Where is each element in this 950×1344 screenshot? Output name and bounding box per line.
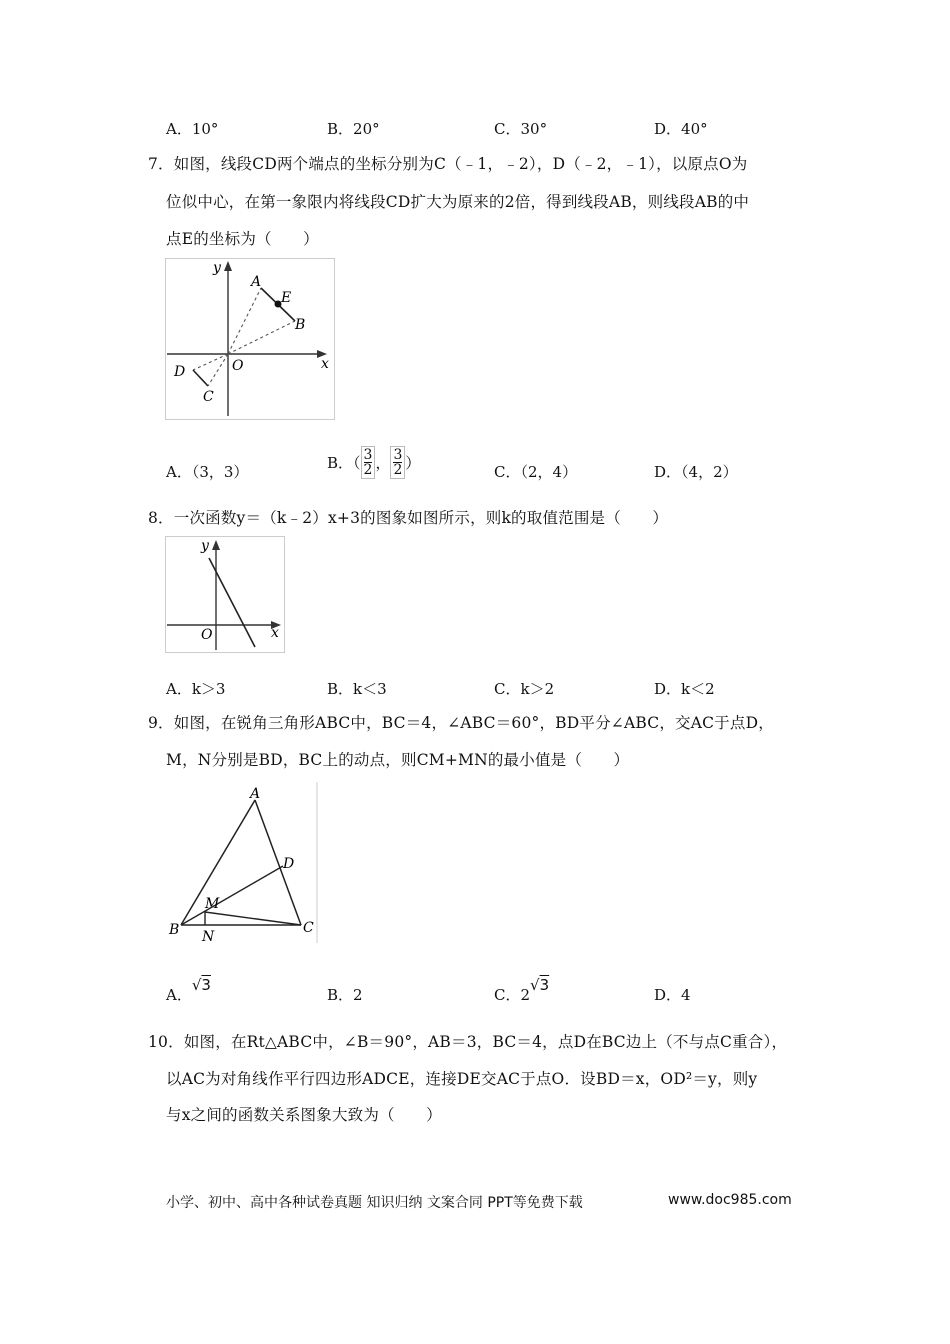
q7-label-y: y bbox=[213, 260, 221, 276]
q7-option-a: A．（3，3） bbox=[166, 463, 249, 481]
q7-option-c: C．（2，4） bbox=[494, 463, 578, 481]
q9-option-d: D．4 bbox=[654, 986, 691, 1004]
q9-option-a-prefix: A． bbox=[166, 986, 192, 1004]
fraction-denominator: 2 bbox=[393, 462, 403, 478]
fraction-numerator: 3 bbox=[393, 447, 403, 463]
q7-label-x: x bbox=[321, 356, 329, 372]
q7-line-1: 7．如图，线段CD两个端点的坐标分别为C（﹣1，﹣2），D（﹣2，﹣1），以原点O为 bbox=[148, 155, 748, 173]
q7-line-3: 点E的坐标为（ ） bbox=[166, 230, 319, 248]
q9-figure-svg bbox=[165, 780, 320, 945]
q7-label-b: B bbox=[295, 317, 306, 333]
q9-line-2: M，N分别是BD，BC上的动点，则CM+MN的最小值是（ ） bbox=[166, 751, 630, 769]
q9-label-m: M bbox=[205, 896, 220, 912]
q7-option-d: D．（4，2） bbox=[654, 463, 738, 481]
q9-option-a bbox=[166, 976, 211, 1005]
q8-label-y: y bbox=[201, 538, 209, 554]
q8-label-x: x bbox=[271, 625, 279, 641]
footer-url: www.doc985.com bbox=[668, 1192, 792, 1208]
q9-option-c-prefix: C．2 bbox=[494, 986, 531, 1004]
fraction-denominator: 2 bbox=[363, 462, 373, 478]
q10-line-2: 以AC为对角线作平行四边形ADCE，连接DE交AC于点O．设BD＝x，OD²＝y，则y bbox=[166, 1070, 758, 1088]
q8-option-b: B．k＜3 bbox=[327, 680, 387, 698]
q7-figure bbox=[165, 258, 335, 420]
q10-line-3: 与x之间的函数关系图象大致为（ ） bbox=[166, 1106, 442, 1124]
q7-label-c: C bbox=[203, 389, 214, 405]
q9-option-c bbox=[494, 976, 550, 1005]
q9-line-1: 9．如图，在锐角三角形ABC中，BC＝4，∠ABC＝60°，BD平分∠ABC，交AC于点D， bbox=[148, 714, 774, 732]
q7-option-b-separator: ， bbox=[375, 454, 391, 472]
q8-line-1: 8．一次函数y＝（k﹣2）x+3的图象如图所示，则k的取值范围是（ ） bbox=[148, 509, 669, 527]
q8-figure bbox=[165, 536, 285, 653]
q8-figure-svg bbox=[165, 536, 285, 653]
q9-option-c-radical: √3 bbox=[530, 976, 550, 994]
radicand: 3 bbox=[539, 976, 550, 994]
q7-option-b-prefix: B．（ bbox=[327, 454, 361, 472]
q8-option-c: C．k＞2 bbox=[494, 680, 555, 698]
q7-option-b-fraction-1 bbox=[361, 446, 376, 479]
q9-label-c: C bbox=[303, 920, 314, 936]
fraction-numerator: 3 bbox=[363, 447, 373, 463]
q9-label-d: D bbox=[283, 856, 295, 872]
q7-label-o: O bbox=[232, 358, 244, 374]
q10-line-1: 10．如图，在Rt△ABC中，∠B＝90°，AB＝3，BC＝4，点D在BC边上（不与点C重合）， bbox=[148, 1033, 788, 1051]
radicand: 3 bbox=[201, 976, 211, 994]
q7-figure-svg bbox=[165, 258, 335, 420]
q6-option-d: D．40° bbox=[654, 120, 708, 138]
q7-option-b bbox=[327, 446, 420, 479]
q9-option-a-radical: √3 bbox=[191, 976, 211, 994]
q6-option-a: A．10° bbox=[166, 120, 219, 138]
q9-figure bbox=[165, 780, 320, 945]
q7-option-b-suffix: ） bbox=[405, 454, 421, 472]
q8-label-o: O bbox=[201, 627, 213, 643]
q8-option-d: D．k＜2 bbox=[654, 680, 715, 698]
q9-option-b: B．2 bbox=[327, 986, 363, 1004]
q9-label-n: N bbox=[202, 929, 215, 945]
q6-option-b: B．20° bbox=[327, 120, 380, 138]
q7-label-d: D bbox=[174, 364, 186, 380]
q7-option-b-fraction-2 bbox=[390, 446, 405, 479]
footer-text: 小学、初中、高中各种试卷真题 知识归纳 文案合同 PPT等免费下载 bbox=[166, 1195, 583, 1211]
q7-label-a: A bbox=[251, 274, 262, 290]
q9-label-a: A bbox=[250, 786, 261, 802]
q9-label-b: B bbox=[169, 922, 180, 938]
q8-option-a: A．k＞3 bbox=[166, 680, 226, 698]
q7-label-e: E bbox=[281, 290, 292, 306]
page-footer bbox=[166, 1192, 792, 1212]
q7-line-2: 位似中心，在第一象限内将线段CD扩大为原来的2倍，得到线段AB，则线段AB的中 bbox=[166, 193, 750, 211]
q6-option-c: C．30° bbox=[494, 120, 548, 138]
